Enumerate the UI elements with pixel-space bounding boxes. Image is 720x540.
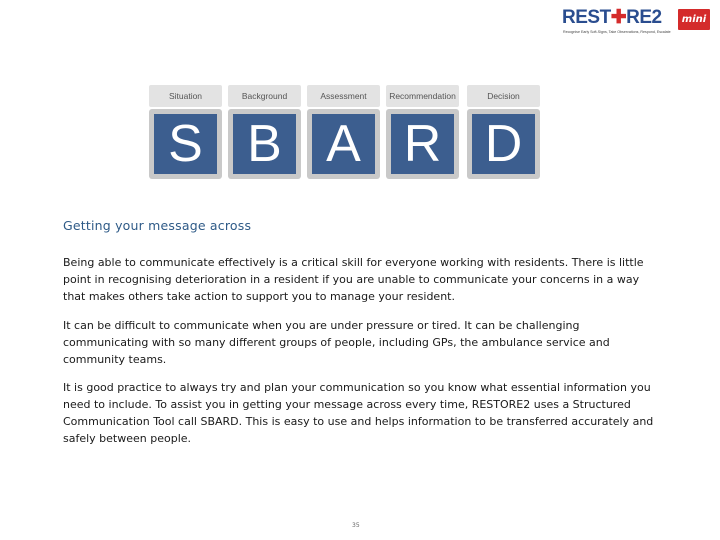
sbard-letter: S [154, 114, 217, 174]
sbard-label: Background [228, 85, 301, 107]
paragraph-sbard-tool: It is good practice to always try and plan your communication so you know what essential information you need to include. To assist you in getting your message across every time, RESTORE2 uses a Structured Communication Tool call SBARD. This is easy to use and helps information to be transferred accurately and safely between people. [63, 381, 654, 445]
sbard-tile [228, 109, 301, 179]
sbard-letter: D [472, 114, 535, 174]
sbard-letter: R [391, 114, 454, 174]
sbard-label: Decision [467, 85, 540, 107]
plus-icon: ✚ [610, 7, 627, 28]
page-number: 35 [352, 522, 360, 529]
sbard-tile [467, 109, 540, 179]
sbard-tile [149, 109, 222, 179]
sbard-letter: B [233, 114, 296, 174]
sbard-letter: A [312, 114, 375, 174]
sbard-label: Situation [149, 85, 222, 107]
logo-tagline: Recognise Early Soft-Signs, Take Observations, Respond, Escalate [563, 30, 671, 34]
sbard-tile [386, 109, 459, 179]
logo-mini-badge: mini [678, 9, 710, 30]
sbard-assessment [307, 85, 380, 179]
sbard-situation [149, 85, 222, 179]
sbard-graphic [149, 85, 540, 179]
sbard-label: Recommendation [386, 85, 459, 107]
sbard-tile [307, 109, 380, 179]
sbard-recommendation [386, 85, 459, 179]
logo-wordmark: REST✚RE2 [562, 7, 662, 28]
section-heading: Getting your message across [63, 218, 252, 233]
restore2-mini-logo [562, 8, 714, 38]
sbard-background [228, 85, 301, 179]
paragraph-intro: Being able to communicate effectively is a critical skill for everyone working with residents. There is little point in recognising deterioration in a resident if you are unable to communicate your concerns in a way that makes others take action to support you to manage your resident. [63, 256, 644, 303]
sbard-decision [467, 85, 540, 179]
paragraph-challenges: It can be difficult to communicate when you are under pressure or tired. It can be challenging communicating with so many different groups of people, including GPs, the ambulance service and community teams. [63, 319, 610, 366]
sbard-label: Assessment [307, 85, 380, 107]
